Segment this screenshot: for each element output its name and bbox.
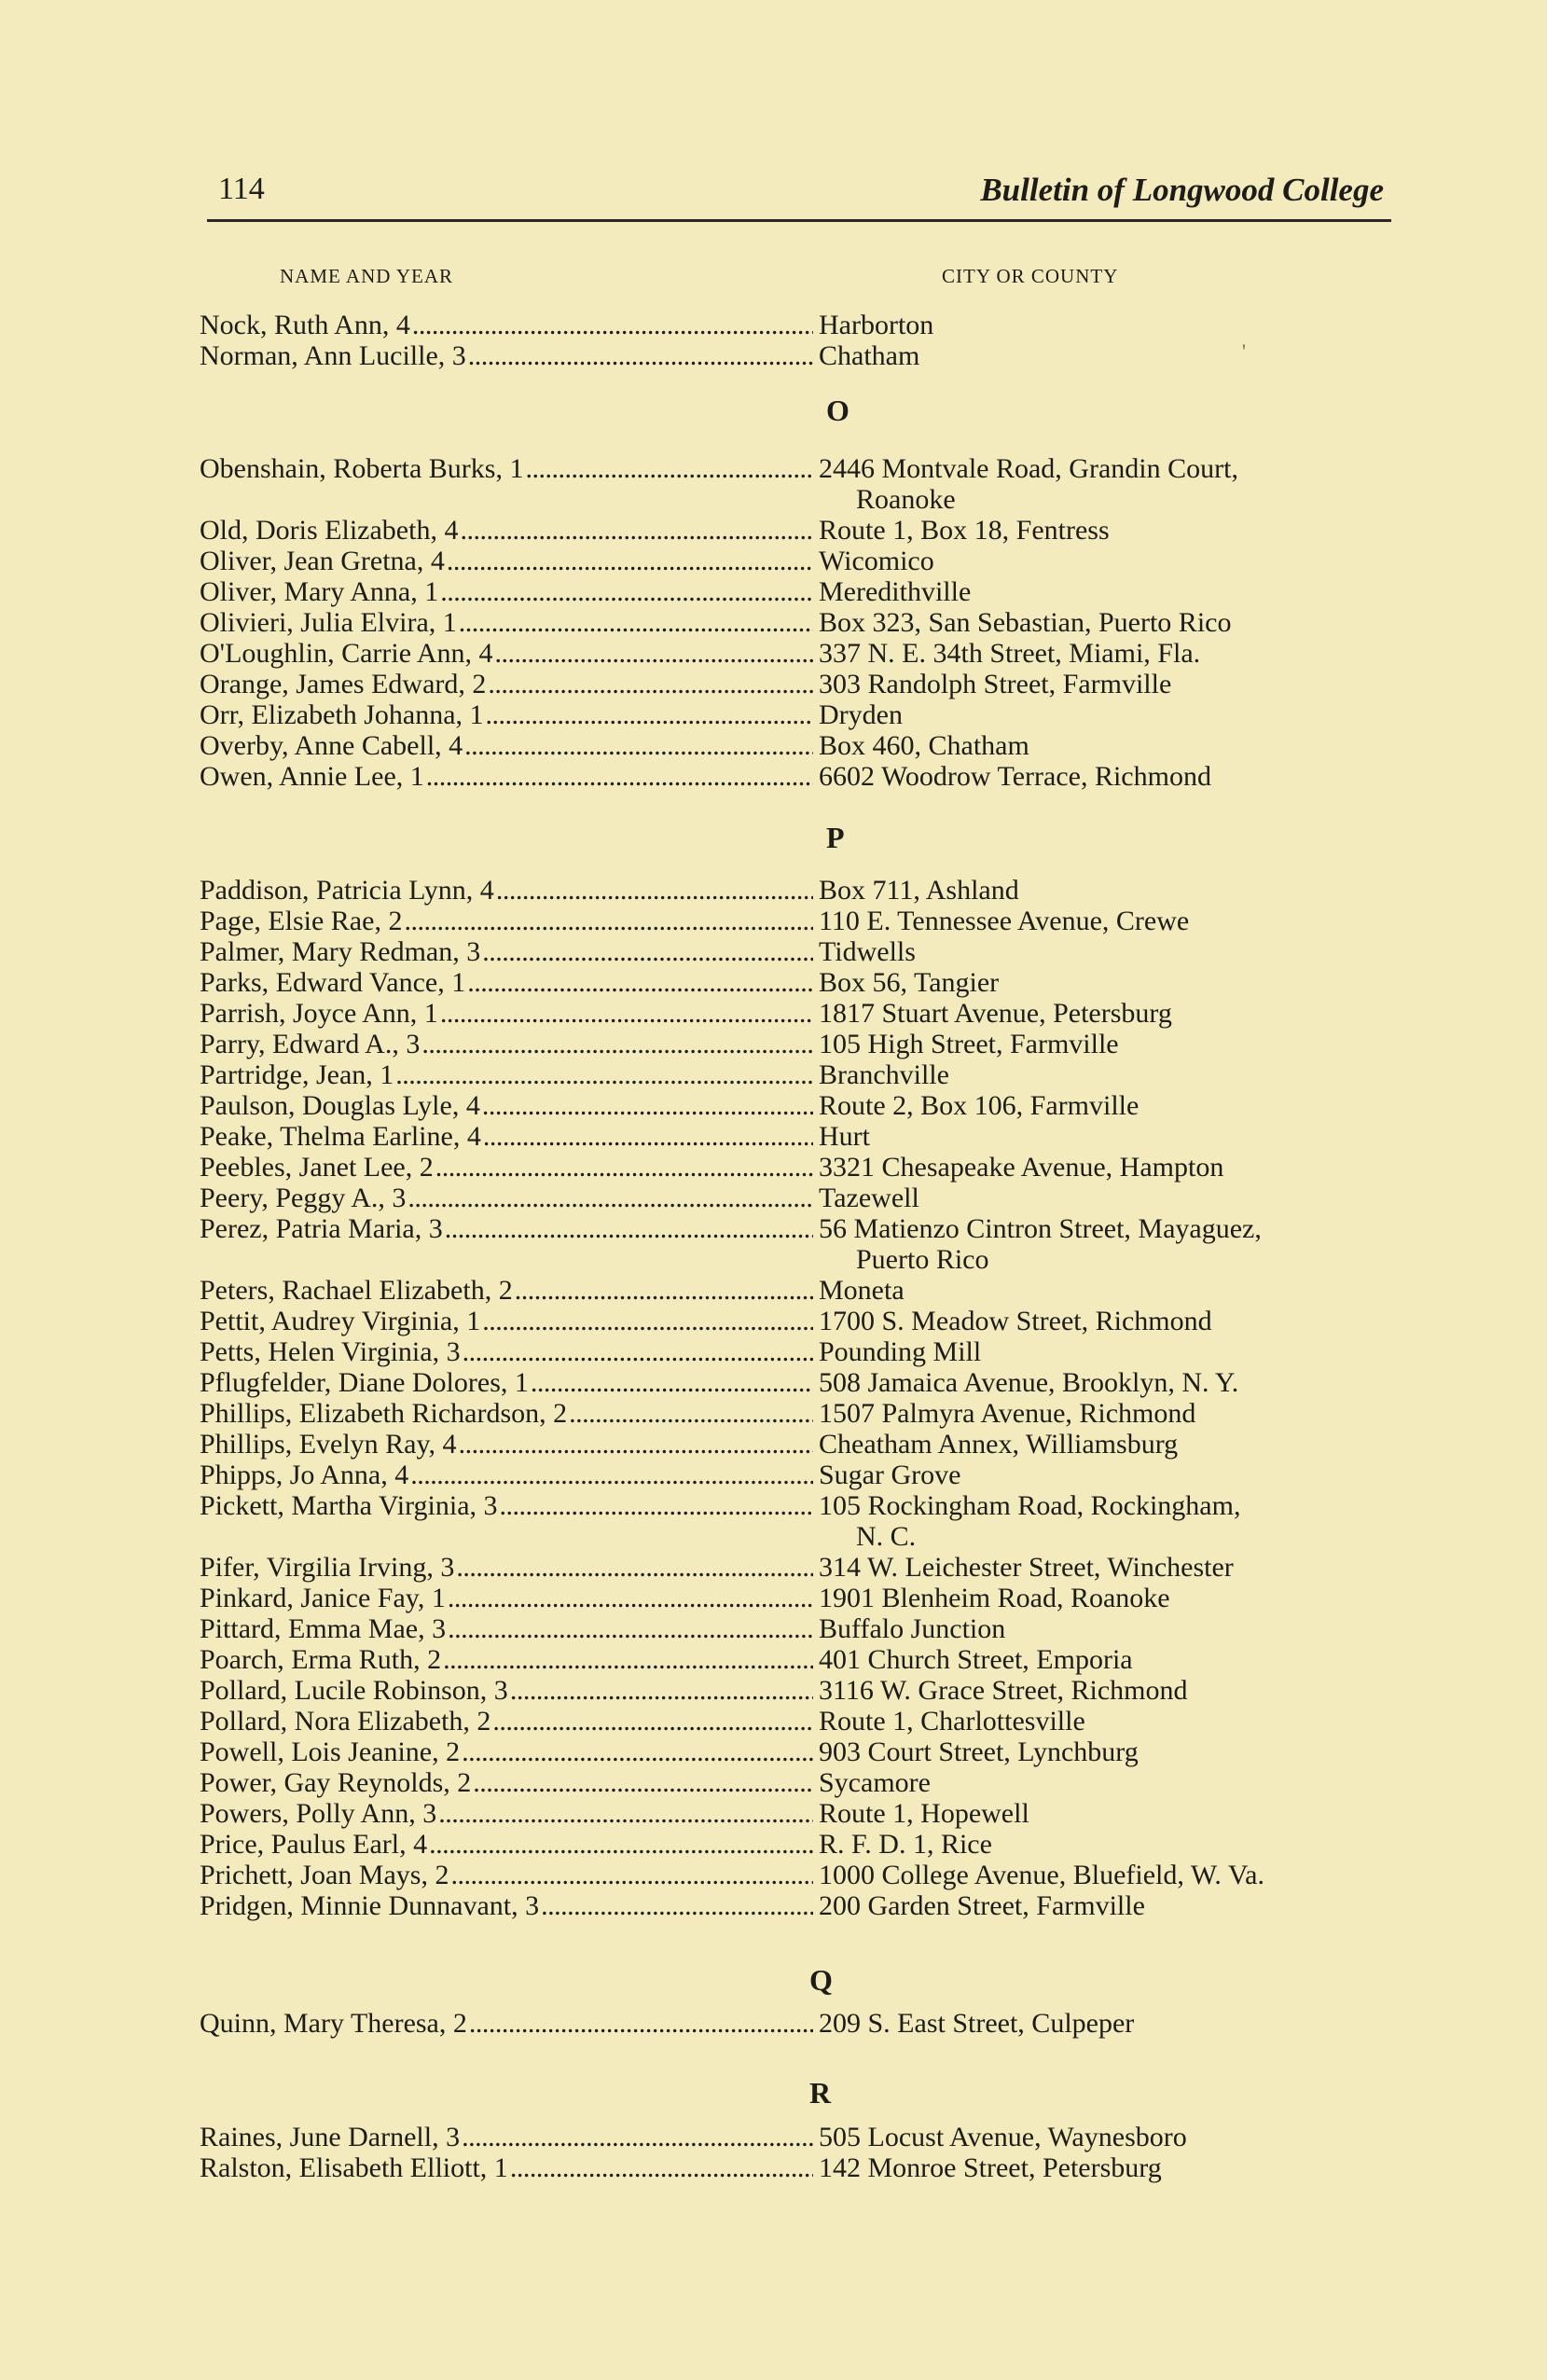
dot-leader bbox=[492, 1706, 813, 1737]
entry-name-column bbox=[200, 1583, 815, 1614]
entry-name-column bbox=[200, 906, 815, 937]
student-address: 401 Church Street, Emporia bbox=[819, 1644, 1133, 1675]
student-address: Hurt bbox=[819, 1121, 870, 1152]
entry-name-column bbox=[200, 1644, 815, 1676]
student-name: Peebles, Janet Lee, 2 bbox=[200, 1152, 434, 1183]
entry-name-column bbox=[200, 1213, 815, 1245]
dot-leader bbox=[448, 1613, 813, 1645]
dot-leader bbox=[456, 1552, 813, 1584]
entry-name-column bbox=[200, 699, 815, 731]
student-name: Pifer, Virgilia Irving, 3 bbox=[200, 1552, 455, 1583]
student-name: Norman, Ann Lucille, 3 bbox=[200, 340, 466, 371]
student-address: 505 Locust Avenue, Waynesboro bbox=[819, 2122, 1187, 2152]
student-name: Powers, Polly Ann, 3 bbox=[200, 1798, 437, 1829]
student-name: Pollard, Lucile Robinson, 3 bbox=[200, 1675, 508, 1706]
entry-name-column bbox=[200, 1829, 815, 1861]
student-name: Paulson, Douglas Lyle, 4 bbox=[200, 1090, 480, 1121]
address-continuation: N. C. bbox=[856, 1521, 917, 1552]
dot-leader bbox=[448, 1583, 813, 1614]
student-address: Route 1, Charlottesville bbox=[819, 1706, 1085, 1737]
section-letter-o: O bbox=[826, 394, 849, 427]
entry-name-column bbox=[200, 1336, 815, 1368]
entry-name-column bbox=[200, 1429, 815, 1460]
address-continuation: Roanoke bbox=[856, 484, 956, 515]
page-header bbox=[207, 157, 1391, 216]
student-address: 1700 S. Meadow Street, Richmond bbox=[819, 1306, 1212, 1336]
student-name: Ralston, Elisabeth Elliott, 1 bbox=[200, 2152, 508, 2183]
student-address: Cheatham Annex, Williamsburg bbox=[819, 1429, 1179, 1460]
student-name: Palmer, Mary Redman, 3 bbox=[200, 936, 481, 967]
entry-name-column bbox=[200, 576, 815, 608]
student-address: 200 Garden Street, Farmville bbox=[819, 1890, 1145, 1921]
directory-entry bbox=[0, 2008, 1547, 2043]
student-address: 105 Rockingham Road, Rockingham, bbox=[819, 1490, 1241, 1521]
column-heading-city: CITY OR COUNTY bbox=[942, 265, 1119, 287]
entry-name-column bbox=[200, 1460, 815, 1491]
student-address: 6602 Woodrow Terrace, Richmond bbox=[819, 761, 1211, 792]
student-address: Sugar Grove bbox=[819, 1460, 961, 1490]
student-name: Power, Gay Reynolds, 2 bbox=[200, 1767, 472, 1798]
dot-leader bbox=[460, 515, 813, 547]
dot-leader bbox=[410, 1460, 813, 1491]
section-letter-q: Q bbox=[809, 1963, 833, 1997]
dot-leader bbox=[482, 936, 813, 968]
student-address: 1000 College Avenue, Bluefield, W. Va. bbox=[819, 1860, 1264, 1890]
entry-name-column bbox=[200, 1121, 815, 1153]
entry-name-column bbox=[200, 1798, 815, 1830]
student-name: Pflugfelder, Diane Dolores, 1 bbox=[200, 1367, 529, 1398]
dot-leader bbox=[412, 310, 813, 341]
student-address: Chatham bbox=[819, 340, 920, 371]
entry-name-column bbox=[200, 1490, 815, 1522]
dot-leader bbox=[404, 906, 813, 937]
student-address: Box 323, San Sebastian, Puerto Rico bbox=[819, 607, 1232, 638]
dot-leader bbox=[459, 607, 813, 639]
dot-leader bbox=[464, 730, 813, 762]
student-name: Oliver, Mary Anna, 1 bbox=[200, 576, 439, 607]
directory-entry bbox=[0, 2152, 1547, 2188]
entry-name-column bbox=[200, 1275, 815, 1307]
entry-name-column bbox=[200, 310, 815, 341]
student-address: 1901 Blenheim Road, Roanoke bbox=[819, 1583, 1170, 1613]
entry-name-column bbox=[200, 1059, 815, 1091]
student-address: Box 711, Ashland bbox=[819, 875, 1019, 906]
entry-name-column bbox=[200, 607, 815, 639]
student-name: Phillips, Evelyn Ray, 4 bbox=[200, 1429, 457, 1460]
student-address: Dryden bbox=[819, 699, 903, 730]
dot-leader bbox=[440, 576, 813, 608]
entry-name-column bbox=[200, 875, 815, 906]
entry-name-column bbox=[200, 761, 815, 793]
section-letter-r: R bbox=[809, 2076, 832, 2110]
dot-leader bbox=[438, 1798, 813, 1830]
student-address: Route 1, Box 18, Fentress bbox=[819, 515, 1110, 546]
student-name: Pollard, Nora Elizabeth, 2 bbox=[200, 1706, 491, 1737]
dot-leader bbox=[473, 1767, 813, 1799]
dot-leader bbox=[459, 1429, 813, 1460]
student-name: Owen, Annie Lee, 1 bbox=[200, 761, 424, 792]
student-name: Olivieri, Julia Elvira, 1 bbox=[200, 607, 457, 638]
running-title: Bulletin of Longwood College bbox=[980, 172, 1384, 208]
dot-leader bbox=[500, 1490, 813, 1522]
student-address: 1507 Palmyra Avenue, Richmond bbox=[819, 1398, 1196, 1429]
student-name: Raines, June Darnell, 3 bbox=[200, 2122, 461, 2152]
student-address: Branchville bbox=[819, 1059, 949, 1090]
entry-name-column bbox=[200, 1675, 815, 1707]
student-name: Poarch, Erma Ruth, 2 bbox=[200, 1644, 442, 1675]
dot-leader bbox=[525, 453, 813, 485]
student-address: Sycamore bbox=[819, 1767, 931, 1798]
entry-name-column bbox=[200, 730, 815, 762]
student-address: Harborton bbox=[819, 310, 934, 340]
student-name: Pittard, Emma Mae, 3 bbox=[200, 1613, 447, 1644]
student-name: Parks, Edward Vance, 1 bbox=[200, 967, 466, 998]
student-address: Route 1, Hopewell bbox=[819, 1798, 1029, 1829]
dot-leader bbox=[510, 2152, 813, 2184]
section-letter-p: P bbox=[826, 821, 845, 854]
entry-name-column bbox=[200, 1767, 815, 1799]
student-address: 1817 Stuart Avenue, Petersburg bbox=[819, 998, 1172, 1029]
student-name: Quinn, Mary Theresa, 2 bbox=[200, 2008, 467, 2039]
student-name: Parrish, Joyce Ann, 1 bbox=[200, 998, 438, 1029]
dot-leader bbox=[462, 1737, 813, 1768]
student-address: Tazewell bbox=[819, 1183, 919, 1213]
entry-name-column bbox=[200, 967, 815, 999]
entry-name-column bbox=[200, 936, 815, 968]
student-address: Wicomico bbox=[819, 546, 934, 576]
dot-leader bbox=[569, 1398, 813, 1430]
student-name: Pinkard, Janice Fay, 1 bbox=[200, 1583, 446, 1613]
dot-leader bbox=[469, 2008, 813, 2040]
entry-name-column bbox=[200, 2008, 815, 2040]
entry-name-column bbox=[200, 1183, 815, 1214]
student-name: Orr, Elizabeth Johanna, 1 bbox=[200, 699, 484, 730]
dot-leader bbox=[483, 1121, 813, 1153]
student-address: Buffalo Junction bbox=[819, 1613, 1006, 1644]
entry-name-column bbox=[200, 1306, 815, 1337]
student-address: Moneta bbox=[819, 1275, 905, 1306]
student-address: 56 Matienzo Cintron Street, Mayaguez, bbox=[819, 1213, 1262, 1244]
dot-leader bbox=[463, 1336, 813, 1368]
dot-leader bbox=[488, 669, 813, 700]
entry-name-column bbox=[200, 2122, 815, 2153]
directory-entry bbox=[0, 761, 1547, 796]
directory-entry bbox=[0, 453, 1547, 515]
student-address: 314 W. Leichester Street, Winchester bbox=[819, 1552, 1234, 1583]
student-address: 508 Jamaica Avenue, Brooklyn, N. Y. bbox=[819, 1367, 1239, 1398]
entry-name-column bbox=[200, 638, 815, 670]
student-name: Pridgen, Minnie Dunnavant, 3 bbox=[200, 1890, 540, 1921]
dot-leader bbox=[445, 1213, 813, 1245]
dot-leader bbox=[447, 546, 813, 577]
dot-leader bbox=[462, 2122, 813, 2153]
student-address: 105 High Street, Farmville bbox=[819, 1029, 1119, 1059]
dot-leader bbox=[482, 1306, 813, 1337]
dot-leader bbox=[531, 1367, 813, 1399]
dot-leader bbox=[541, 1890, 813, 1922]
dot-leader bbox=[395, 1059, 813, 1091]
student-name: Pickett, Martha Virginia, 3 bbox=[200, 1490, 498, 1521]
entry-name-column bbox=[200, 546, 815, 577]
student-address: Meredithville bbox=[819, 576, 972, 607]
student-name: Pettit, Audrey Virginia, 1 bbox=[200, 1306, 481, 1336]
dot-leader bbox=[426, 761, 813, 793]
student-address: Box 460, Chatham bbox=[819, 730, 1029, 761]
student-address: 903 Court Street, Lynchburg bbox=[819, 1737, 1139, 1767]
directory-entry bbox=[0, 340, 1547, 376]
entry-name-column bbox=[200, 1860, 815, 1891]
entry-name-column bbox=[200, 515, 815, 547]
entry-name-column bbox=[200, 2152, 815, 2184]
dot-leader bbox=[468, 340, 813, 372]
dot-leader bbox=[421, 1029, 813, 1060]
directory-entry bbox=[0, 1890, 1547, 1926]
entry-name-column bbox=[200, 1398, 815, 1430]
dot-leader bbox=[486, 699, 813, 731]
student-name: Peery, Peggy A., 3 bbox=[200, 1183, 407, 1213]
dot-leader bbox=[510, 1675, 813, 1707]
dot-leader bbox=[482, 1090, 813, 1122]
dot-leader bbox=[515, 1275, 813, 1307]
student-name: Petts, Helen Virginia, 3 bbox=[200, 1336, 461, 1367]
dot-leader bbox=[429, 1829, 813, 1861]
entry-name-column bbox=[200, 1737, 815, 1768]
student-address: Box 56, Tangier bbox=[819, 967, 1000, 998]
entry-name-column bbox=[200, 1890, 815, 1922]
student-address: 2446 Montvale Road, Grandin Court, bbox=[819, 453, 1238, 484]
student-name: Peake, Thelma Earline, 4 bbox=[200, 1121, 481, 1152]
page-number: 114 bbox=[218, 172, 265, 206]
entry-name-column bbox=[200, 998, 815, 1030]
student-address: 142 Monroe Street, Petersburg bbox=[819, 2152, 1162, 2183]
student-name: Phipps, Jo Anna, 4 bbox=[200, 1460, 409, 1490]
directory-entry bbox=[0, 1213, 1547, 1275]
student-name: Powell, Lois Jeanine, 2 bbox=[200, 1737, 461, 1767]
dot-leader bbox=[450, 1860, 813, 1891]
student-name: Perez, Patria Maria, 3 bbox=[200, 1213, 443, 1244]
dot-leader bbox=[496, 875, 813, 906]
entry-name-column bbox=[200, 453, 815, 485]
student-address: Pounding Mill bbox=[819, 1336, 982, 1367]
student-name: Orange, James Edward, 2 bbox=[200, 669, 487, 699]
student-address: Route 2, Box 106, Farmville bbox=[819, 1090, 1140, 1121]
student-address: 3116 W. Grace Street, Richmond bbox=[819, 1675, 1188, 1706]
student-name: Partridge, Jean, 1 bbox=[200, 1059, 394, 1090]
dot-leader bbox=[443, 1644, 813, 1676]
student-name: Old, Doris Elizabeth, 4 bbox=[200, 515, 459, 546]
student-address: 337 N. E. 34th Street, Miami, Fla. bbox=[819, 638, 1201, 669]
student-address: 209 S. East Street, Culpeper bbox=[819, 2008, 1135, 2039]
student-name: Price, Paulus Earl, 4 bbox=[200, 1829, 428, 1860]
dot-leader bbox=[495, 638, 813, 670]
address-continuation: Puerto Rico bbox=[856, 1244, 989, 1275]
student-name: Peters, Rachael Elizabeth, 2 bbox=[200, 1275, 513, 1306]
student-address: 3321 Chesapeake Avenue, Hampton bbox=[819, 1152, 1224, 1183]
student-address: 110 E. Tennessee Avenue, Crewe bbox=[819, 906, 1190, 936]
student-name: Overby, Anne Cabell, 4 bbox=[200, 730, 463, 761]
student-name: Oliver, Jean Gretna, 4 bbox=[200, 546, 445, 576]
directory-entry bbox=[0, 1490, 1547, 1552]
dot-leader bbox=[467, 967, 813, 999]
student-name: Parry, Edward A., 3 bbox=[200, 1029, 421, 1059]
entry-name-column bbox=[200, 669, 815, 700]
student-name: Obenshain, Roberta Burks, 1 bbox=[200, 453, 524, 484]
student-name: Paddison, Patricia Lynn, 4 bbox=[200, 875, 494, 906]
dot-leader bbox=[435, 1152, 813, 1183]
student-address: R. F. D. 1, Rice bbox=[819, 1829, 992, 1860]
student-address: 303 Randolph Street, Farmville bbox=[819, 669, 1172, 699]
dot-leader bbox=[440, 998, 813, 1030]
entry-name-column bbox=[200, 1090, 815, 1122]
student-name: Prichett, Joan Mays, 2 bbox=[200, 1860, 449, 1890]
column-headings bbox=[0, 265, 1547, 293]
student-address: Tidwells bbox=[819, 936, 916, 967]
entry-name-column bbox=[200, 1152, 815, 1183]
student-name: O'Loughlin, Carrie Ann, 4 bbox=[200, 638, 493, 669]
entry-name-column bbox=[200, 1613, 815, 1645]
entry-name-column bbox=[200, 1706, 815, 1737]
entry-name-column bbox=[200, 340, 815, 372]
stray-mark: ' bbox=[1242, 339, 1246, 363]
student-name: Page, Elsie Rae, 2 bbox=[200, 906, 403, 936]
student-name: Phillips, Elizabeth Richardson, 2 bbox=[200, 1398, 568, 1429]
dot-leader bbox=[407, 1183, 813, 1214]
entry-name-column bbox=[200, 1552, 815, 1584]
header-rule bbox=[207, 219, 1391, 222]
entry-name-column bbox=[200, 1367, 815, 1399]
student-name: Nock, Ruth Ann, 4 bbox=[200, 310, 410, 340]
column-heading-name: NAME AND YEAR bbox=[280, 265, 454, 287]
entry-name-column bbox=[200, 1029, 815, 1060]
